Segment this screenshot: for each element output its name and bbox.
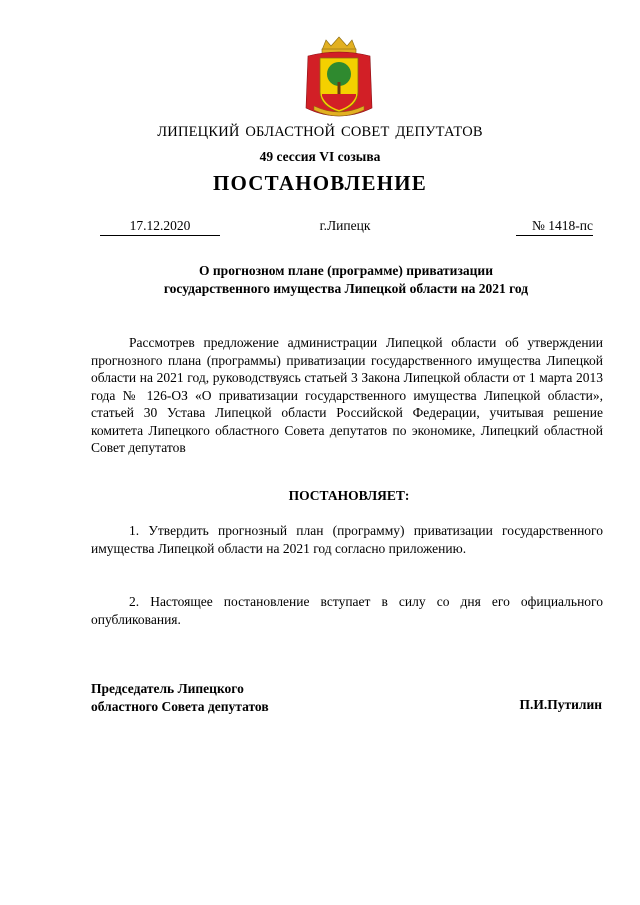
document-type-title: ПОСТАНОВЛЕНИЕ: [212, 171, 428, 195]
signatory-position-line-2: областного Совета депутатов: [91, 698, 269, 714]
resolution-item-1: 1. Утвердить прогнозный план (программу) приватизации государственного имущества Липецкой области на 2021 год согласно приложению.: [91, 523, 603, 556]
session-label: 49 сессия VI созыва: [259, 149, 381, 164]
preamble-paragraph: Рассмотрев предложение администрации Липецкой области об утверждении прогнозного плана (программы) приватизации государственного имущества Липецкой области на 2021 год, руководствуясь статьей 3 Закона Липецкой области от 1 марта 2013 года № 126-ОЗ «О приватизации государственного имущества Липецкой области», статьей 30 Устава Липецкой области Российской Федерации, учитывая решение комитета Липецкого областного Совета депутатов по экономике, Липецкий областной Совет депутатов: [91, 335, 603, 455]
document-number: № 1418-пс: [516, 218, 593, 236]
signatory-position-line-1: Председатель Липецкого: [91, 681, 244, 696]
signatory-name: П.И.Путилин: [519, 697, 602, 712]
document-date: 17.12.2020: [100, 218, 220, 236]
subject-line-2: государственного имущества Липецкой области на 2021 год: [163, 281, 529, 296]
resolves-heading: ПОСТАНОВЛЯЕТ:: [288, 488, 410, 503]
lipetsk-coat-of-arms-icon: [300, 34, 378, 120]
council-name: ЛИПЕЦКИЙ ОБЛАСТНОЙ СОВЕТ ДЕПУТАТОВ: [157, 124, 483, 140]
subject-line-1: О прогнозном плане (программе) приватизации: [199, 263, 493, 278]
resolution-item-2: 2. Настоящее постановление вступает в силу со дня его официального опубликования.: [91, 594, 603, 627]
signatory-position: [91, 680, 269, 715]
document-city: г.Липецк: [319, 218, 371, 233]
document-subject: [90, 262, 602, 298]
